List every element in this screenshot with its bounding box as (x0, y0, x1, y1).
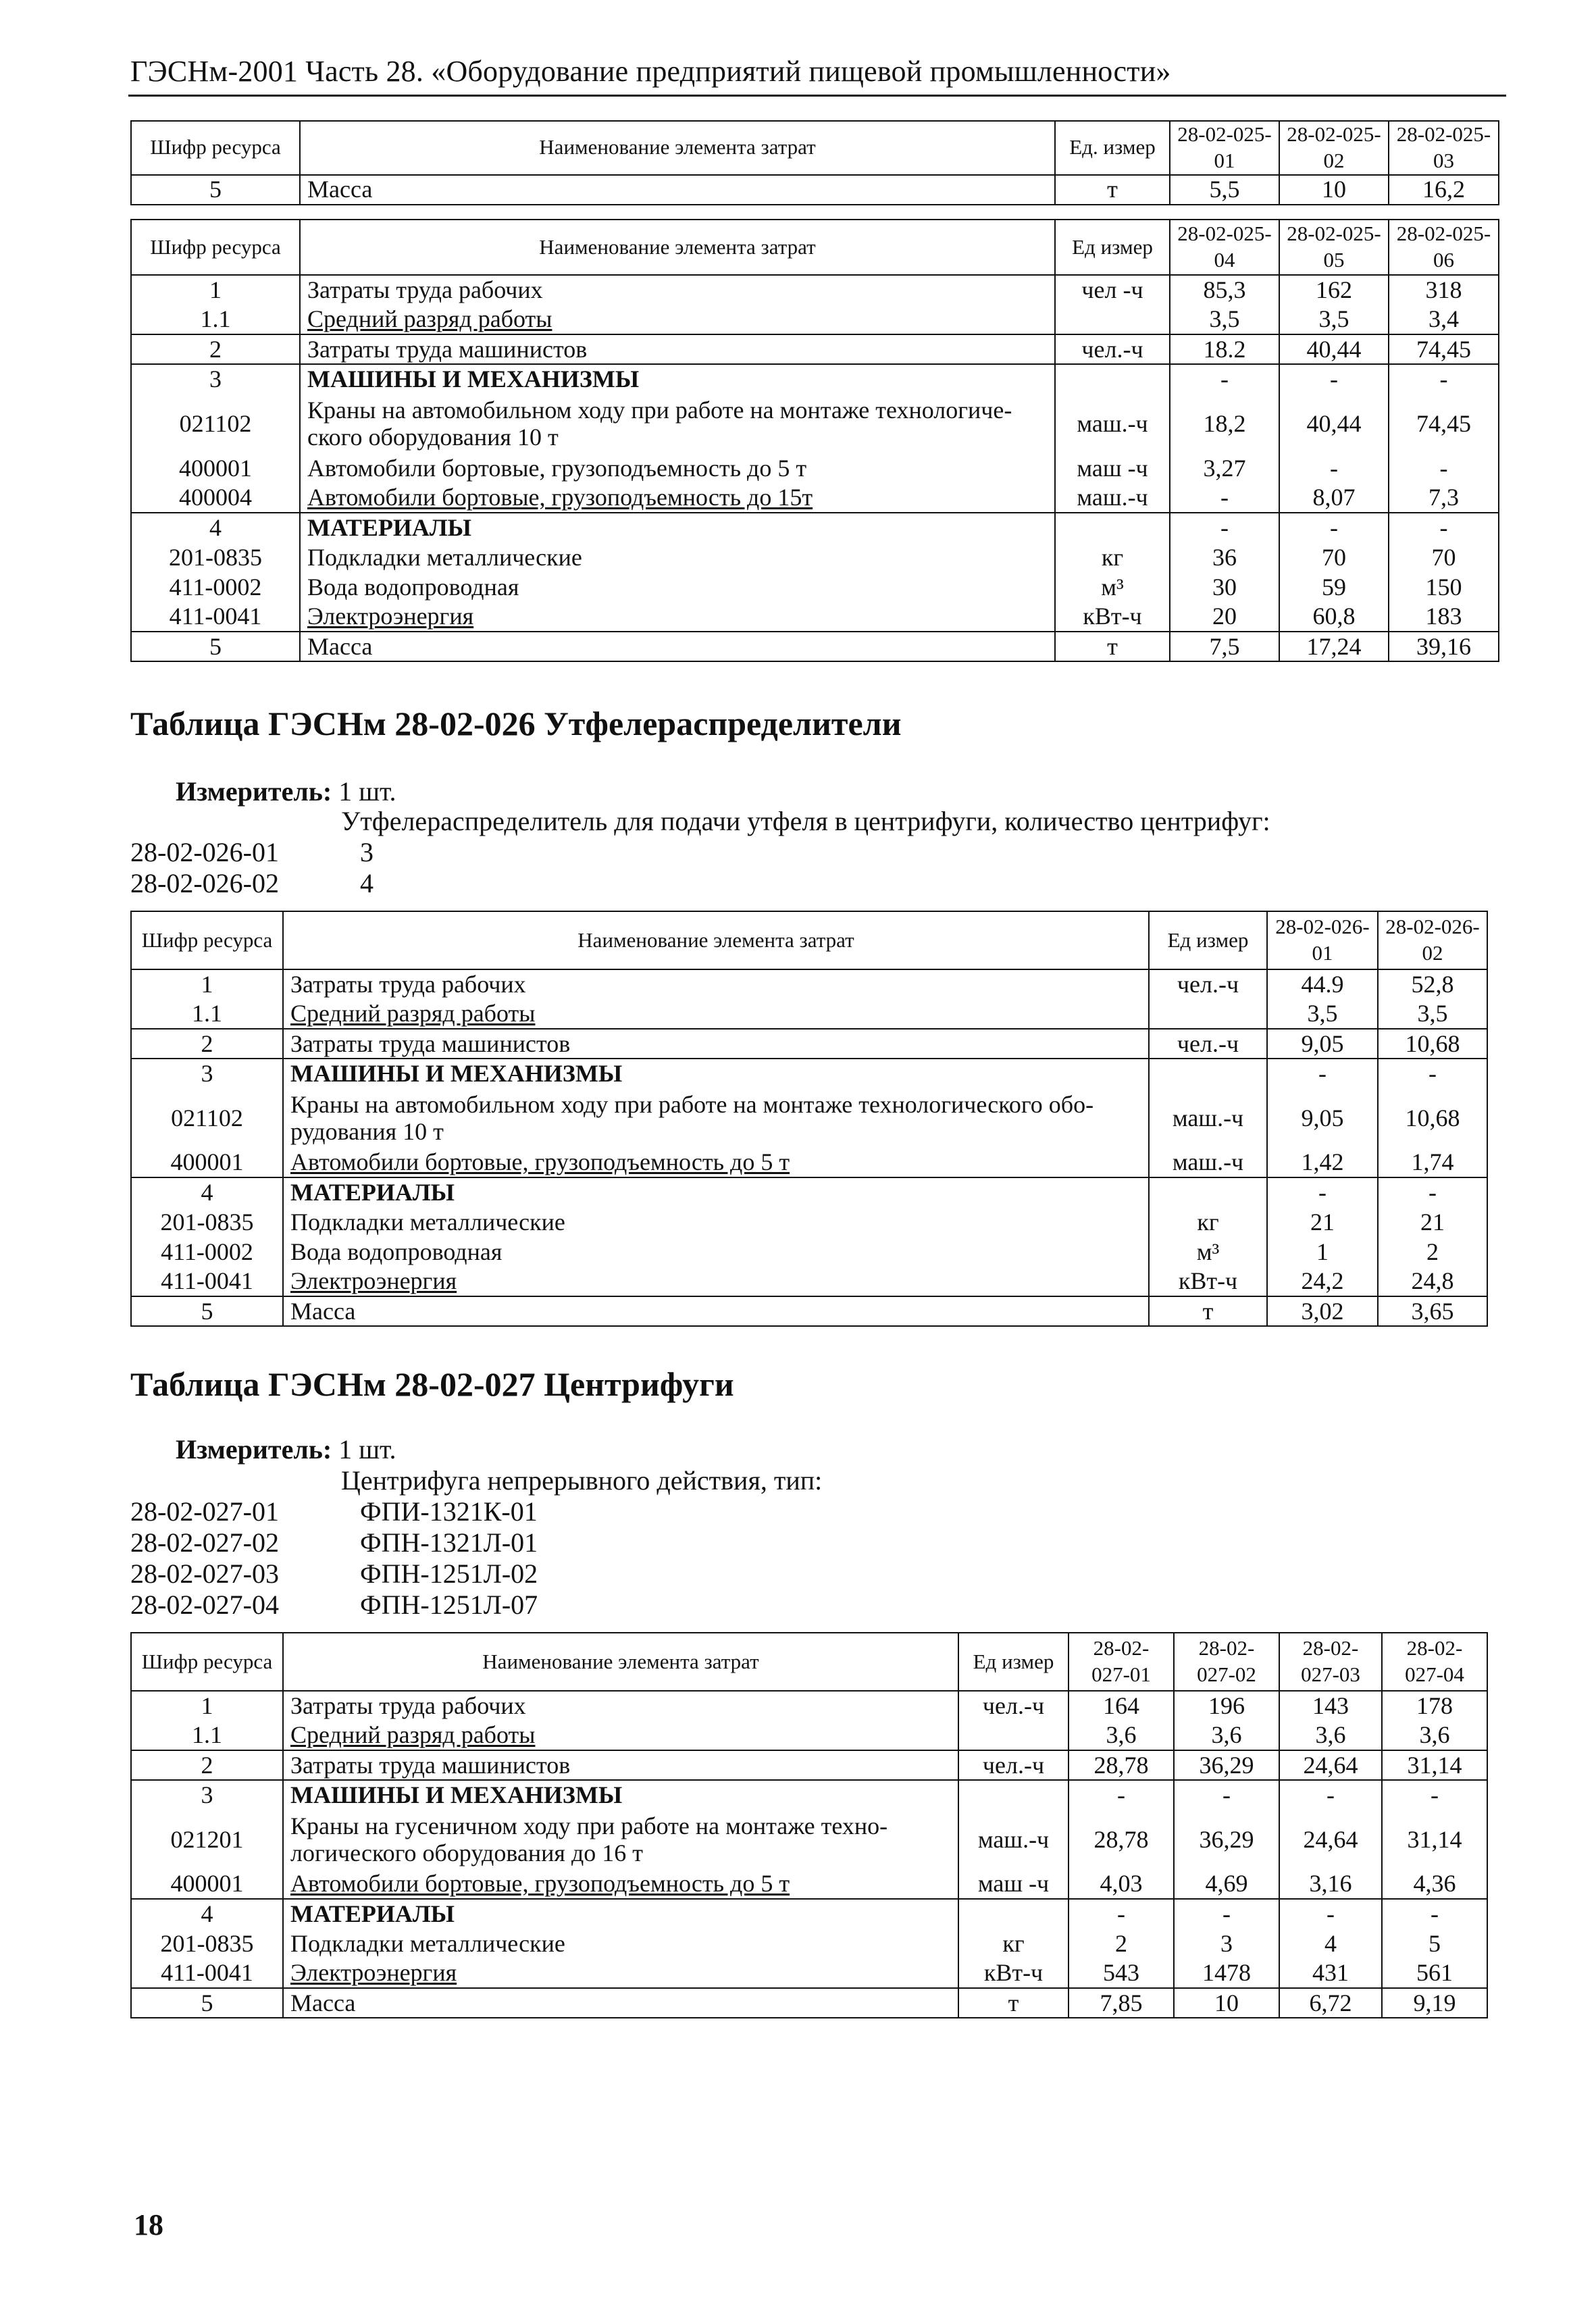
value-cell: 10 (1174, 1988, 1279, 2018)
value-cell: - (1267, 1059, 1378, 1088)
col-header-unit: Ед измер (1149, 911, 1267, 969)
value-cell: 5,5 (1170, 175, 1279, 205)
cost-name-cell: Автомобили бортовые, грузоподъемность до 15т (300, 483, 1055, 513)
meter-line-026 (176, 776, 396, 807)
value-cell: 60,8 (1279, 602, 1389, 632)
value-cell: 52,8 (1378, 969, 1487, 999)
value-cell: 9,05 (1267, 1088, 1378, 1148)
variant-code: 28-02-027-01 (130, 1496, 279, 1527)
resource-code-cell: 2 (131, 334, 300, 364)
value-cell: 1,74 (1378, 1148, 1487, 1177)
table-row (131, 1267, 1487, 1296)
variant-code: 28-02-027-02 (130, 1527, 279, 1558)
resource-code-cell: 3 (131, 1059, 283, 1088)
value-cell: 7,5 (1170, 632, 1279, 661)
cost-name-cell: Масса (283, 1296, 1149, 1326)
variant-description-027: Центрифуга непрерывного действия, тип: (341, 1465, 823, 1496)
cost-name-cell: Затраты труда рабочих (283, 1691, 958, 1721)
value-cell: - (1279, 453, 1389, 483)
value-cell: - (1069, 1780, 1174, 1810)
col-header-unit: Ед. измер (1055, 121, 1170, 175)
unit-cell: кг (958, 1929, 1069, 1958)
value-cell: - (1389, 453, 1499, 483)
value-cell: 21 (1267, 1207, 1378, 1237)
value-cell: - (1174, 1899, 1279, 1929)
cost-name-cell: Вода водопроводная (300, 572, 1055, 602)
value-cell: 196 (1174, 1691, 1279, 1721)
value-cell: 318 (1389, 275, 1499, 305)
value-cell: 543 (1069, 1958, 1174, 1988)
value-cell: 28,78 (1069, 1810, 1174, 1869)
col-header-resource-code: Шифр ресурса (131, 121, 300, 175)
value-cell: 2 (1069, 1929, 1174, 1958)
cost-name-cell: Электроэнергия (300, 602, 1055, 632)
col-header-norm-code: 28-02-025-04 (1170, 220, 1279, 275)
value-cell: 3,02 (1267, 1296, 1378, 1326)
value-cell: 74,45 (1389, 334, 1499, 364)
col-header-norm-code: 28-02-027-04 (1382, 1633, 1487, 1691)
value-cell: 10 (1279, 175, 1389, 205)
table-row (131, 1237, 1487, 1267)
value-cell: 3,6 (1069, 1721, 1174, 1750)
resource-code-cell: 5 (131, 1296, 283, 1326)
value-cell: 7,85 (1069, 1988, 1174, 2018)
unit-cell: чел -ч (1055, 275, 1170, 305)
col-header-unit: Ед измер (1055, 220, 1170, 275)
page-number: 18 (134, 2208, 163, 2241)
cost-name-cell: МАТЕРИАЛЫ (300, 513, 1055, 542)
value-cell: - (1382, 1899, 1487, 1929)
cost-name-cell: Подкладки металлические (300, 542, 1055, 572)
cost-name-cell: Вода водопроводная (283, 1237, 1149, 1267)
variant-value: 4 (360, 868, 374, 898)
resource-code-cell: 021102 (131, 394, 300, 453)
value-cell: - (1279, 1899, 1382, 1929)
resource-code-cell: 3 (131, 364, 300, 394)
col-header-norm-code: 28-02-026-02 (1378, 911, 1487, 969)
variant-value: ФПН-1251Л-07 (360, 1590, 538, 1620)
table-row (131, 1059, 1487, 1088)
value-cell: 31,14 (1382, 1810, 1487, 1869)
value-cell: - (1279, 1780, 1382, 1810)
value-cell: 3,65 (1378, 1296, 1487, 1326)
variant-description-026: Утфелераспределитель для подачи утфеля в центрифуги, количество центрифуг: (341, 806, 1270, 836)
resource-code-cell: 400001 (131, 1869, 283, 1899)
value-cell: 36,29 (1174, 1750, 1279, 1780)
table-row (131, 1207, 1487, 1237)
variant-value: ФПН-1251Л-02 (360, 1558, 538, 1589)
cost-name-cell: Затраты труда машинистов (300, 334, 1055, 364)
unit-cell (958, 1721, 1069, 1750)
value-cell: - (1069, 1899, 1174, 1929)
resource-code-cell: 400004 (131, 483, 300, 513)
value-cell: 150 (1389, 572, 1499, 602)
norm-table-025-b (130, 219, 1499, 662)
unit-cell (1149, 1059, 1267, 1088)
cost-name-cell: МАШИНЫ И МЕХАНИЗМЫ (283, 1780, 958, 1810)
table-row (131, 175, 1499, 205)
table-row (131, 334, 1499, 364)
cost-name-cell: Автомобили бортовые, грузоподъемность до 5 т (283, 1869, 958, 1899)
col-header-resource-code: Шифр ресурса (131, 911, 283, 969)
resource-code-cell: 201-0835 (131, 542, 300, 572)
unit-cell: чел.-ч (958, 1750, 1069, 1780)
value-cell: 36 (1170, 542, 1279, 572)
meter-value: 1 шт. (338, 1434, 396, 1465)
cost-name-cell: Автомобили бортовые, грузоподъемность до 5 т (300, 453, 1055, 483)
col-header-norm-code: 28-02-025-02 (1279, 121, 1389, 175)
unit-cell: м³ (1055, 572, 1170, 602)
value-cell: 10,68 (1378, 1088, 1487, 1148)
value-cell: 1478 (1174, 1958, 1279, 1988)
meter-label: Измеритель: (176, 776, 332, 807)
value-cell: 21 (1378, 1207, 1487, 1237)
resource-code-cell: 2 (131, 1029, 283, 1059)
table-row (131, 305, 1499, 334)
cost-name-cell: Средний разряд работы (283, 1721, 958, 1750)
value-cell: 5 (1382, 1929, 1487, 1958)
value-cell: 3,6 (1174, 1721, 1279, 1750)
unit-cell: чел.-ч (1149, 1029, 1267, 1059)
value-cell: 18.2 (1170, 334, 1279, 364)
value-cell: 85,3 (1170, 275, 1279, 305)
col-header-resource-code: Шифр ресурса (131, 220, 300, 275)
table-row (131, 969, 1487, 999)
variant-row (130, 1527, 538, 1558)
table-row (131, 1869, 1487, 1899)
table-row (131, 1899, 1487, 1929)
resource-code-cell: 5 (131, 632, 300, 661)
variant-value: ФПН-1321Л-01 (360, 1527, 538, 1558)
value-cell: - (1389, 364, 1499, 394)
col-header-norm-code: 28-02-025-06 (1389, 220, 1499, 275)
unit-cell (1149, 999, 1267, 1029)
meter-line-027 (176, 1433, 396, 1465)
table-row (131, 1929, 1487, 1958)
value-cell: 10,68 (1378, 1029, 1487, 1059)
value-cell: 431 (1279, 1958, 1382, 1988)
value-cell: 8,07 (1279, 483, 1389, 513)
unit-cell (958, 1899, 1069, 1929)
value-cell: 3,6 (1382, 1721, 1487, 1750)
col-header-norm-code: 28-02-026-01 (1267, 911, 1378, 969)
variant-row (130, 836, 374, 868)
resource-code-cell: 5 (131, 175, 300, 205)
resource-code-cell: 021201 (131, 1810, 283, 1869)
table-row (131, 572, 1499, 602)
cost-name-cell: Масса (283, 1988, 958, 2018)
cost-name-cell: Средний разряд работы (300, 305, 1055, 334)
col-header-cost-name: Наименование элемента затрат (283, 911, 1149, 969)
unit-cell (958, 1780, 1069, 1810)
meter-label: Измеритель: (176, 1434, 332, 1465)
value-cell: 4,03 (1069, 1869, 1174, 1899)
value-cell: 31,14 (1382, 1750, 1487, 1780)
col-header-norm-code: 28-02-027-01 (1069, 1633, 1174, 1691)
variant-row (130, 867, 374, 899)
value-cell: 24,64 (1279, 1750, 1382, 1780)
resource-code-cell: 1 (131, 969, 283, 999)
unit-cell: кг (1149, 1207, 1267, 1237)
resource-code-cell: 411-0002 (131, 1237, 283, 1267)
value-cell: 3,5 (1267, 999, 1378, 1029)
value-cell: 16,2 (1389, 175, 1499, 205)
value-cell: 7,3 (1389, 483, 1499, 513)
col-header-norm-code: 28-02-027-03 (1279, 1633, 1382, 1691)
resource-code-cell: 021102 (131, 1088, 283, 1148)
value-cell: 59 (1279, 572, 1389, 602)
col-header-cost-name: Наименование элемента затрат (283, 1633, 958, 1691)
unit-cell: кг (1055, 542, 1170, 572)
value-cell: 3,27 (1170, 453, 1279, 483)
unit-cell: маш -ч (958, 1869, 1069, 1899)
table-row (131, 1750, 1487, 1780)
value-cell: 18,2 (1170, 394, 1279, 453)
value-cell: - (1174, 1780, 1279, 1810)
resource-code-cell: 411-0041 (131, 602, 300, 632)
col-header-norm-code: 28-02-025-03 (1389, 121, 1499, 175)
table-row (131, 602, 1499, 632)
col-header-norm-code: 28-02-025-05 (1279, 220, 1389, 275)
unit-cell: маш.-ч (1149, 1088, 1267, 1148)
resource-code-cell: 2 (131, 1750, 283, 1780)
value-cell: 4 (1279, 1929, 1382, 1958)
unit-cell: маш.-ч (1055, 394, 1170, 453)
unit-cell: маш.-ч (1055, 483, 1170, 513)
variant-row (130, 1496, 538, 1527)
value-cell: - (1267, 1177, 1378, 1207)
value-cell: 74,45 (1389, 394, 1499, 453)
unit-cell: маш.-ч (1149, 1148, 1267, 1177)
value-cell: 3,6 (1279, 1721, 1382, 1750)
value-cell: 3,5 (1378, 999, 1487, 1029)
value-cell: 183 (1389, 602, 1499, 632)
table-row (131, 542, 1499, 572)
value-cell: 9,19 (1382, 1988, 1487, 2018)
cost-name-cell: Затраты труда рабочих (283, 969, 1149, 999)
unit-cell: т (1149, 1296, 1267, 1326)
unit-cell: т (958, 1988, 1069, 2018)
resource-code-cell: 4 (131, 1177, 283, 1207)
unit-cell: кВт-ч (958, 1958, 1069, 1988)
col-header-cost-name: Наименование элемента затрат (300, 220, 1055, 275)
variant-row (130, 1589, 538, 1621)
value-cell: 30 (1170, 572, 1279, 602)
table-row (131, 453, 1499, 483)
table-row (131, 483, 1499, 513)
value-cell: 3,4 (1389, 305, 1499, 334)
unit-cell: маш.-ч (958, 1810, 1069, 1869)
unit-cell: т (1055, 632, 1170, 661)
table-row (131, 1088, 1487, 1148)
table-row (131, 1177, 1487, 1207)
value-cell: - (1378, 1177, 1487, 1207)
table-row (131, 1780, 1487, 1810)
cost-name-cell: Электроэнергия (283, 1267, 1149, 1296)
col-header-norm-code: 28-02-025-01 (1170, 121, 1279, 175)
header-rule (128, 95, 1506, 97)
variant-code: 28-02-027-04 (130, 1590, 279, 1620)
cost-name-cell: МАТЕРИАЛЫ (283, 1899, 958, 1929)
unit-cell (1055, 364, 1170, 394)
resource-code-cell: 1 (131, 275, 300, 305)
value-cell: 1,42 (1267, 1148, 1378, 1177)
unit-cell: чел.-ч (1149, 969, 1267, 999)
resource-code-cell: 4 (131, 513, 300, 542)
value-cell: 3,5 (1170, 305, 1279, 334)
cost-name-cell: Затраты труда машинистов (283, 1029, 1149, 1059)
col-header-unit: Ед измер (958, 1633, 1069, 1691)
table-row (131, 1958, 1487, 1988)
value-cell: 24,8 (1378, 1267, 1487, 1296)
unit-cell: чел.-ч (1055, 334, 1170, 364)
resource-code-cell: 411-0041 (131, 1267, 283, 1296)
table-row (131, 1148, 1487, 1177)
resource-code-cell: 411-0002 (131, 572, 300, 602)
value-cell: - (1389, 513, 1499, 542)
unit-cell (1055, 305, 1170, 334)
value-cell: - (1382, 1780, 1487, 1810)
resource-code-cell: 1 (131, 1691, 283, 1721)
value-cell: 3 (1174, 1929, 1279, 1958)
cost-name-cell: Краны на автомобильном ходу при работе на монтаже технологиче-ского оборудования 10 т (300, 394, 1055, 453)
resource-code-cell: 4 (131, 1899, 283, 1929)
table-title-027: Таблица ГЭСНм 28-02-027 Центрифуги (130, 1365, 734, 1403)
resource-code-cell: 3 (131, 1780, 283, 1810)
table-row (131, 1988, 1487, 2018)
table-row (131, 999, 1487, 1029)
value-cell: - (1378, 1059, 1487, 1088)
resource-code-cell: 1.1 (131, 999, 283, 1029)
value-cell: 4,69 (1174, 1869, 1279, 1899)
unit-cell: чел.-ч (958, 1691, 1069, 1721)
resource-code-cell: 201-0835 (131, 1929, 283, 1958)
variant-value: ФПИ-1321К-01 (360, 1496, 538, 1527)
value-cell: 164 (1069, 1691, 1174, 1721)
norm-table-026 (130, 911, 1488, 1327)
value-cell: 24,2 (1267, 1267, 1378, 1296)
value-cell: - (1279, 364, 1389, 394)
value-cell: 39,16 (1389, 632, 1499, 661)
resource-code-cell: 411-0041 (131, 1958, 283, 1988)
value-cell: 3,16 (1279, 1869, 1382, 1899)
table-row (131, 1029, 1487, 1059)
value-cell: 2 (1378, 1237, 1487, 1267)
cost-name-cell: МАШИНЫ И МЕХАНИЗМЫ (300, 364, 1055, 394)
cost-name-cell: Автомобили бортовые, грузоподъемность до 5 т (283, 1148, 1149, 1177)
table-row (131, 275, 1499, 305)
running-header: ГЭСНм-2001 Часть 28. «Оборудование предприятий пищевой промышленности» (130, 55, 1171, 88)
cost-name-cell: Краны на гусеничном ходу при работе на монтаже техно-логического оборудования до 16 т (283, 1810, 958, 1869)
value-cell: 70 (1279, 542, 1389, 572)
resource-code-cell: 5 (131, 1988, 283, 2018)
table-row (131, 364, 1499, 394)
col-header-resource-code: Шифр ресурса (131, 1633, 283, 1691)
unit-cell: м³ (1149, 1237, 1267, 1267)
value-cell: 4,36 (1382, 1869, 1487, 1899)
value-cell: 40,44 (1279, 394, 1389, 453)
cost-name-cell: МАШИНЫ И МЕХАНИЗМЫ (283, 1059, 1149, 1088)
unit-cell (1149, 1177, 1267, 1207)
col-header-norm-code: 28-02-027-02 (1174, 1633, 1279, 1691)
resource-code-cell: 1.1 (131, 305, 300, 334)
norm-table-025-a (130, 120, 1499, 205)
resource-code-cell: 1.1 (131, 1721, 283, 1750)
cost-name-cell: Затраты труда рабочих (300, 275, 1055, 305)
value-cell: 143 (1279, 1691, 1382, 1721)
variant-row (130, 1558, 538, 1590)
value-cell: 1 (1267, 1237, 1378, 1267)
cost-name-cell: Подкладки металлические (283, 1207, 1149, 1237)
unit-cell: кВт-ч (1055, 602, 1170, 632)
cost-name-cell: Затраты труда машинистов (283, 1750, 958, 1780)
resource-code-cell: 400001 (131, 453, 300, 483)
variant-code: 28-02-027-03 (130, 1558, 279, 1589)
value-cell: 162 (1279, 275, 1389, 305)
value-cell: 70 (1389, 542, 1499, 572)
table-row (131, 1296, 1487, 1326)
unit-cell (1055, 513, 1170, 542)
value-cell: - (1170, 513, 1279, 542)
table-row (131, 1810, 1487, 1869)
value-cell: 3,5 (1279, 305, 1389, 334)
resource-code-cell: 201-0835 (131, 1207, 283, 1237)
variant-code: 28-02-026-01 (130, 837, 279, 867)
value-cell: 36,29 (1174, 1810, 1279, 1869)
unit-cell: кВт-ч (1149, 1267, 1267, 1296)
norm-table-027 (130, 1632, 1488, 2018)
value-cell: 40,44 (1279, 334, 1389, 364)
value-cell: - (1279, 513, 1389, 542)
table-row (131, 1691, 1487, 1721)
variant-value: 3 (360, 837, 374, 867)
value-cell: 44.9 (1267, 969, 1378, 999)
value-cell: - (1170, 483, 1279, 513)
value-cell: 9,05 (1267, 1029, 1378, 1059)
unit-cell: маш -ч (1055, 453, 1170, 483)
table-row (131, 394, 1499, 453)
table-row (131, 513, 1499, 542)
table-row (131, 632, 1499, 661)
value-cell: 178 (1382, 1691, 1487, 1721)
cost-name-cell: Электроэнергия (283, 1958, 958, 1988)
cost-name-cell: Масса (300, 632, 1055, 661)
value-cell: 17,24 (1279, 632, 1389, 661)
value-cell: 24,64 (1279, 1810, 1382, 1869)
cost-name-cell: Средний разряд работы (283, 999, 1149, 1029)
unit-cell: т (1055, 175, 1170, 205)
table-title-026: Таблица ГЭСНм 28-02-026 Утфелераспределители (130, 705, 902, 742)
meter-value: 1 шт. (338, 776, 396, 807)
value-cell: - (1170, 364, 1279, 394)
cost-name-cell: Подкладки металлические (283, 1929, 958, 1958)
value-cell: 6,72 (1279, 1988, 1382, 2018)
cost-name-cell: Краны на автомобильном ходу при работе на монтаже технологического обо-рудования 10 т (283, 1088, 1149, 1148)
col-header-cost-name: Наименование элемента затрат (300, 121, 1055, 175)
table-row (131, 1721, 1487, 1750)
variant-code: 28-02-026-02 (130, 868, 279, 898)
resource-code-cell: 400001 (131, 1148, 283, 1177)
cost-name-cell: МАТЕРИАЛЫ (283, 1177, 1149, 1207)
value-cell: 20 (1170, 602, 1279, 632)
cost-name-cell: Масса (300, 175, 1055, 205)
value-cell: 28,78 (1069, 1750, 1174, 1780)
value-cell: 561 (1382, 1958, 1487, 1988)
